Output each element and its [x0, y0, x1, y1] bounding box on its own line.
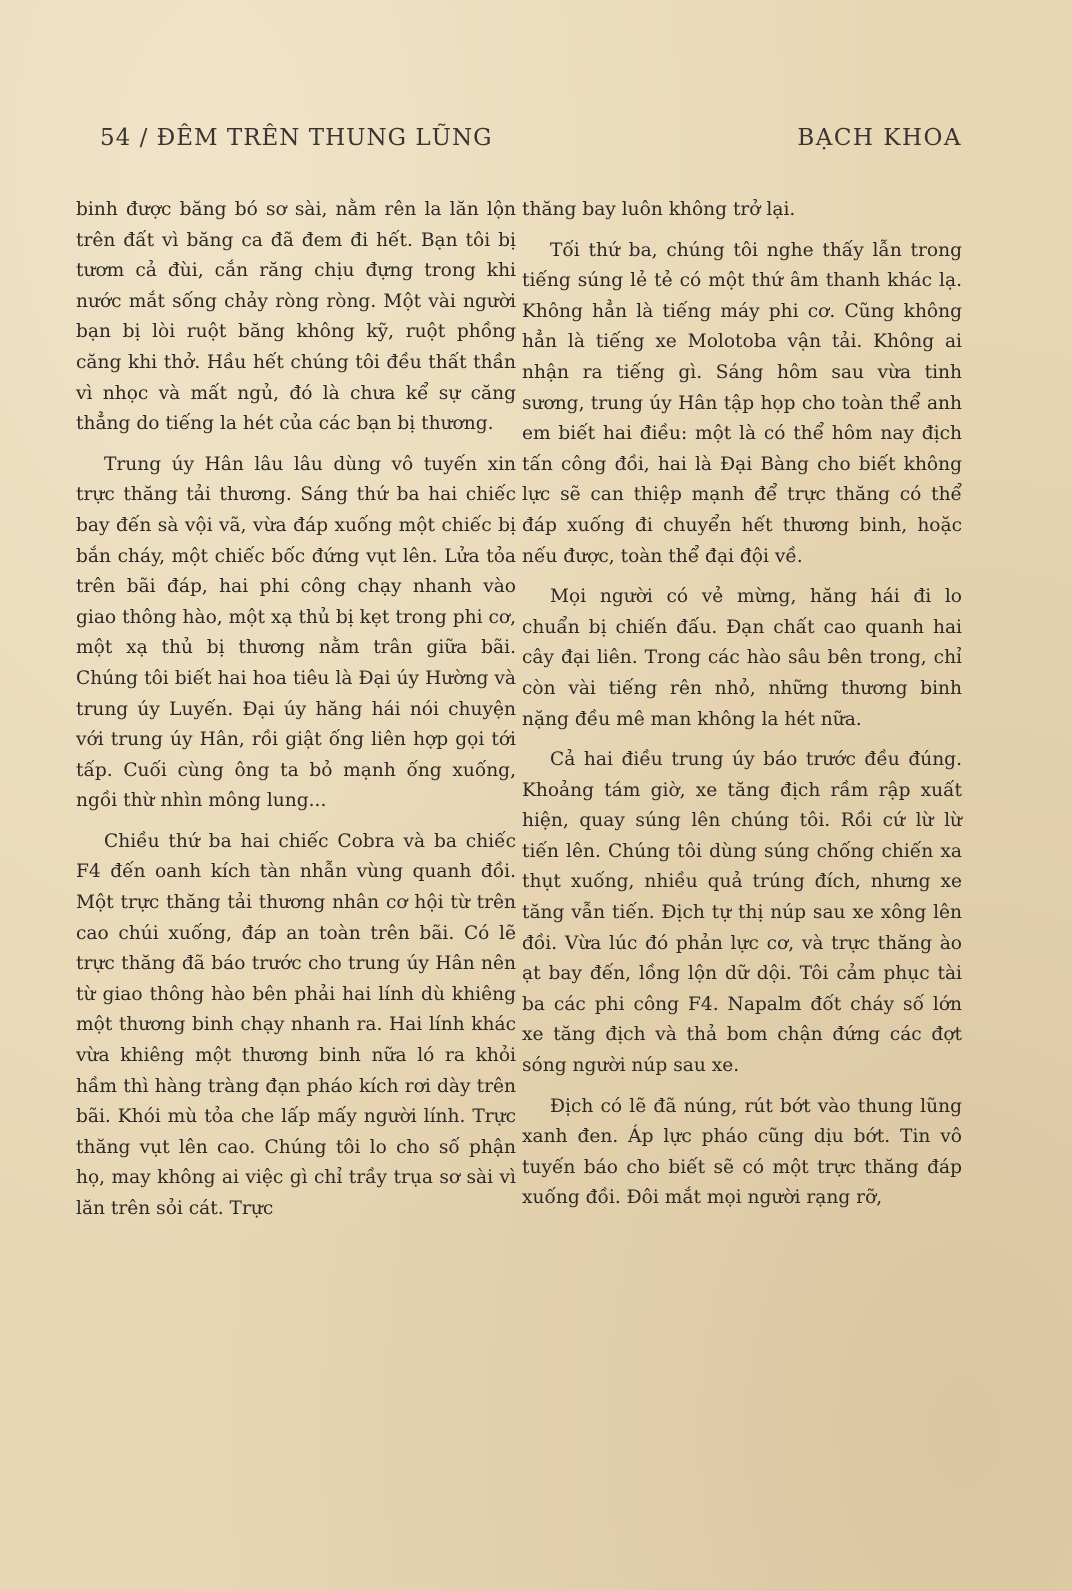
- paragraph: Trung úy Hân lâu lâu dùng vô tuyến xin trực thăng tải thương. Sáng thứ ba hai chiếc bay đến sà vội vã, vừa đáp xuống một chiếc bị bắn cháy, một chiếc bốc đứng vụt lên. Lửa tỏa trên bãi đáp, hai phi công chạy nhanh vào giao thông hào, một xạ thủ bị kẹt trong phi cơ, một xạ thủ bị thương nằm trân giữa bãi. Chúng tôi biết hai hoa tiêu là Đại úy Hường và trung úy Luyến. Đại úy hăng hái nói chuyện với trung úy Hân, rồi giật ống liên hợp gọi tới tấp. Cuối cùng ông ta bỏ mạnh ống xuống, ngồi thừ nhìn mông lung...: [76, 453, 516, 812]
- paragraph: Cả hai điều trung úy báo trước đều đúng. Khoảng tám giờ, xe tăng địch rầm rập xuất hiện, quay súng lên chúng tôi. Rồi cứ lừ lừ tiến lên. Chúng tôi dùng súng chống chiến xa thụt xuống, nhiều quả trúng đích, nhưng xe tăng vẫn tiến. Địch tự thị núp sau xe xông lên đồi. Vừa lúc đó phản lực cơ, và trực thăng ào ạt bay đến, lồng lộn dữ dội. Tôi cảm phục tài ba các phi công F4. Napalm đốt cháy số lớn xe tăng địch và thả bom chận đứng các đợt sóng người núp sau xe.: [522, 749, 962, 1077]
- text-column-left: [76, 195, 516, 1235]
- header-page-title: 54 / ĐÊM TRÊN THUNG LŨNG: [100, 125, 493, 151]
- running-header: [100, 118, 962, 158]
- paragraph: Mọi người có vẻ mừng, hăng hái đi lo chuẩn bị chiến đấu. Đạn chất cao quanh hai cây đại liên. Trong các hào sâu bên trong, chỉ còn vài tiếng rên nhỏ, những thương binh nặng đều mê man không la hét nữa.: [522, 586, 962, 730]
- paragraph: Tối thứ ba, chúng tôi nghe thấy lẫn trong tiếng súng lẻ tẻ có một thứ âm thanh khác lạ. Không hẳn là tiếng máy phi cơ. Cũng không hẳn là tiếng xe Molotoba vận tải. Không ai nhận ra tiếng gì. Sáng hôm sau vừa tinh sương, trung úy Hân tập họp cho toàn thể anh em biết hai điều: một là có thể hôm nay địch tấn công đồi, hai là Đại Bàng cho biết không lực sẽ can thiệp mạnh để trực thăng có thể đáp xuống đi chuyển hết thương binh, hoặc nếu được, toàn thể đại đội về.: [522, 239, 962, 567]
- text-column-right: [522, 195, 962, 1224]
- paragraph: binh được băng bó sơ sài, nằm rên la lăn lộn trên đất vì băng ca đã đem đi hết. Bạn tôi bị tươm cả đùi, cắn răng chịu đựng trong khi nước mắt sống chảy ròng ròng. Một vài người bạn bị lòi ruột băng không kỹ, ruột phồng căng khi thở. Hầu hết chúng tôi đều thất thần vì nhọc và mất ngủ, đó là chưa kể sự căng thẳng do tiếng la hét của các bạn bị thương.: [76, 199, 516, 435]
- paragraph: Địch có lẽ đã núng, rút bớt vào thung lũng xanh đen. Áp lực pháo cũng dịu bớt. Tin vô tuyến báo cho biết sẽ có một trực thăng đáp xuống đồi. Đôi mắt mọi người rạng rỡ,: [522, 1095, 962, 1209]
- paragraph: Chiều thứ ba hai chiếc Cobra và ba chiếc F4 đến oanh kích tàn nhẫn vùng quanh đồi. Một trực thăng tải thương nhân cơ hội từ trên cao chúi xuống, đáp an toàn trên bãi. Có lẽ trực thăng đã báo trước cho trung úy Hân nên từ giao thông hào bên phải hai lính dù khiêng một thương binh chạy nhanh ra. Hai lính khác vừa khiêng một thương binh nữa ló ra khỏi hầm thì hàng tràng đạn pháo kích rơi dày trên bãi. Khói mù tỏa che lấp mấy người lính. Trực thăng vụt lên cao. Chúng tôi lo cho số phận họ, may không ai việc gì chỉ trầy trụa sơ sài vì lăn trên sỏi cát. Trực: [76, 830, 516, 1219]
- header-magazine-name: BẠCH KHOA: [797, 125, 962, 151]
- paragraph: thăng bay luôn không trở lại.: [522, 199, 796, 220]
